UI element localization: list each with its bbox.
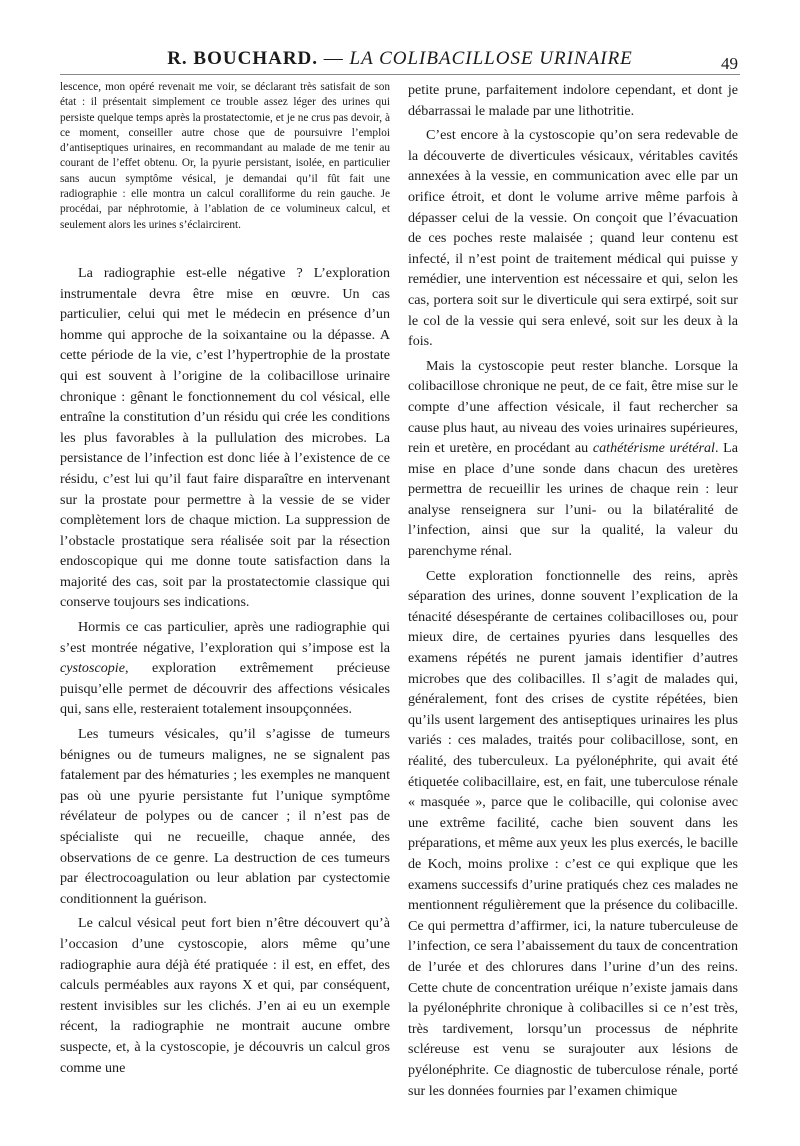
paragraph-continuation: petite prune, parfaitement indolore cependant, et dont je débarrassai le malade par une lithotritie. (408, 82, 738, 119)
emphasis-cystoscopie: cystoscopie (60, 660, 125, 677)
paragraph-exploration-fonctionnelle: Cette exploration fonctionnelle des reins, après séparation des urines, donne souvent l’explication de la ténacité désespérante de certaines colibacilloses ou, pour mieux dire, de certaines pyuries dans lesquelles des examens répétés ne purent jamais identifier d’autres microbes que des colibacilles. Il s’agit de malades qui, généralement, font des crises de cystite répétées, bien qu’ils usent largement des antiseptiques urinaires les plus variés : ces malades, traités pour colibacillose, sont, en réalité, des tuberculeux. La pyélonéphrite, qui avait été étiquetée colibacillaire, est, en fait, une tuberculose rénale « masquée », parce que le colibacille, qui colonise avec une extrême facilité, cache bien souvent dans les préparations, et même aux yeux les plus exercés, le bacille de Koch, moins prolixe : c’est ce qui explique que les examens successifs d’urine pratiqués chez ces malades ne mentionnent régulièrement que la présence du colibacille. Ce qui permettra d’affirmer, ici, la nature tuberculeuse de l’infection, ce sera l’abaissement du taux de concentration de l’urée et des chlorures dans l’urine d’un des reins. Cette chute de concentration uréique n’existe jamais dans la pyélonéphrite chronique à colibacilles si ce n’est très, très tardivement, lorsqu’un processus de néphrite scléreuse est venu se surajouter aux lésions de pyélonéphrite. Ce diagnostic de tuberculose rénale, porté sur les données fournies par l’examen chimique (408, 567, 738, 1099)
paragraph-radiographie: La radiographie est-elle négative ? L’exploration instrumentale devra être mise en œuvre. Un cas particulier, celui qui met le médecin en présence d’un homme qui approche de la soixantaine ou la dépasse. A cette période de la vie, c’est l’hypertrophie de la prostate qui est souvent à l’origine de la colibacillose urinaire chronique : gênant le fonctionnement du col vésical, elle entraîne la constitution d’un résidu qui crée les conditions les plus favorables à la pullulation des microbes. La persistance de l’infection est donc liée à l’existence de ce résidu, c’est lui qu’il faut faire disparaître en intervenant sur la prostate pour permettre à la vessie de se vider complètement lors de chaque miction. La suppression de l’obstacle prostatique sera réalisée soit par la résection endoscopique qui me donne toute satisfaction dans la majorité des cas, soit par la prostatectomie classique qui conserve toujours ses indications. (60, 264, 390, 611)
emphasis-catheterisme: cathétérisme urétéral (592, 440, 715, 457)
page-number: 49 (721, 54, 738, 73)
case-note-paragraph: lescence, mon opéré revenait me voir, se déclarant très satisfait de son état : il présentait simplement ce trouble assez léger des urines qui persiste quelque temps après la prostatectomie, et je ne crus pas devoir, à ce moment, conseiller autre chose que de poursuivre l’emploi d’antiseptiques urinaires, en recommandant au malade de me tenir au courant de l’effet obtenu. Or, la pyurie persistant, isolée, en particulier sans aucun symptôme vésical, je demandai qu’il fût fait une radiographie : elle montra un calcul coralliforme du rein gauche. Je procédai, par néphrotomie, à l’ablation de ce volumineux calcul, et seulement alors les urines s’éclaircirent. (60, 81, 390, 231)
running-title (60, 48, 740, 70)
right-column (408, 80, 738, 1105)
paragraph-tumeurs: Les tumeurs vésicales, qu’il s’agisse de tumeurs bénignes ou de tumeurs malignes, ne se signalent pas fatalement par des hématuries ; les exemples ne manquent pas où une pyurie persistante fut l’unique symptôme révélateur de polypes ou de cancer ; il n’est pas de spécialiste qui ne recueille, chaque année, des observations de ce genre. La destruction de ces tumeurs par électrocoagulation ou leur ablation par cystectomie conditionnent la guérison. (60, 726, 390, 907)
author-name: R. BOUCHARD. (167, 48, 319, 69)
paragraph-calcul: Le calcul vésical peut fort bien n’être découvert qu’à l’occasion d’une cystoscopie, alors même qu’une radiographie aura déjà été pratiquée : il est, en effet, des calculs perméables aux rayons X et qui, par conséquent, restent invisibles sur les clichés. J’en ai eu un exemple récent, la radiographie ne montrait aucune ombre suspecte, et, à la cystoscopie, je découvris un calcul gros comme une (60, 915, 390, 1076)
paragraph-catheterisme (408, 356, 738, 562)
book-title: LA COLIBACILLOSE URINAIRE (349, 48, 633, 69)
text-span: , exploration extrêmement précieuse puisqu’elle permet de découvrir des affections vésicales qui, sans elle, resteraient totalement insoupçonnées. (60, 660, 390, 718)
paragraph-cystoscopie (60, 617, 390, 720)
section-gap (60, 237, 390, 263)
text-span: Hormis ce cas particulier, après une radiographie qui s’est montrée négative, l’exploration qui s’impose est la (60, 619, 390, 656)
text-span: . La mise en place d’une sonde dans chacun des uretères permettra de recueillir les urines de chaque rein : leur analyse renseignera sur l’uni- ou la bilatéralité de l’infection, ainsi que sur la qualité, la valeur du parenchyme rénal. (408, 440, 738, 560)
running-header (60, 44, 740, 75)
text-span: Mais la cystoscopie peut rester blanche. Lorsque la colibacillose chronique ne peut, de ce fait, être mise sur le compte d’une affection vésicale, il faut rechercher sa cause plus haut, au niveau des voies urinaires supérieures, rein et uretère, en procédant au (408, 357, 738, 457)
title-separator: — (318, 48, 350, 69)
paragraph-diverticules: C’est encore à la cystoscopie qu’on sera redevable de la découverte de diverticules vésicaux, véritables cavités annexées à la vessie, en communication avec elle par un orifice étroit, et dont le volume arrive même parfois à dépasser celui de la vessie. On conçoit que l’évacuation de ces poches reste malaisée ; quand leur contenu est infecté, il n’est point de traitement médical qui puisse y remédier, une intervention est nécessaire et qui, selon les cas, portera soit sur le diverticule qui sera extirpé, soit sur le col de la vessie qui sera enlevé, soit sur les deux à la fois. (408, 127, 738, 350)
left-column (60, 80, 390, 1082)
